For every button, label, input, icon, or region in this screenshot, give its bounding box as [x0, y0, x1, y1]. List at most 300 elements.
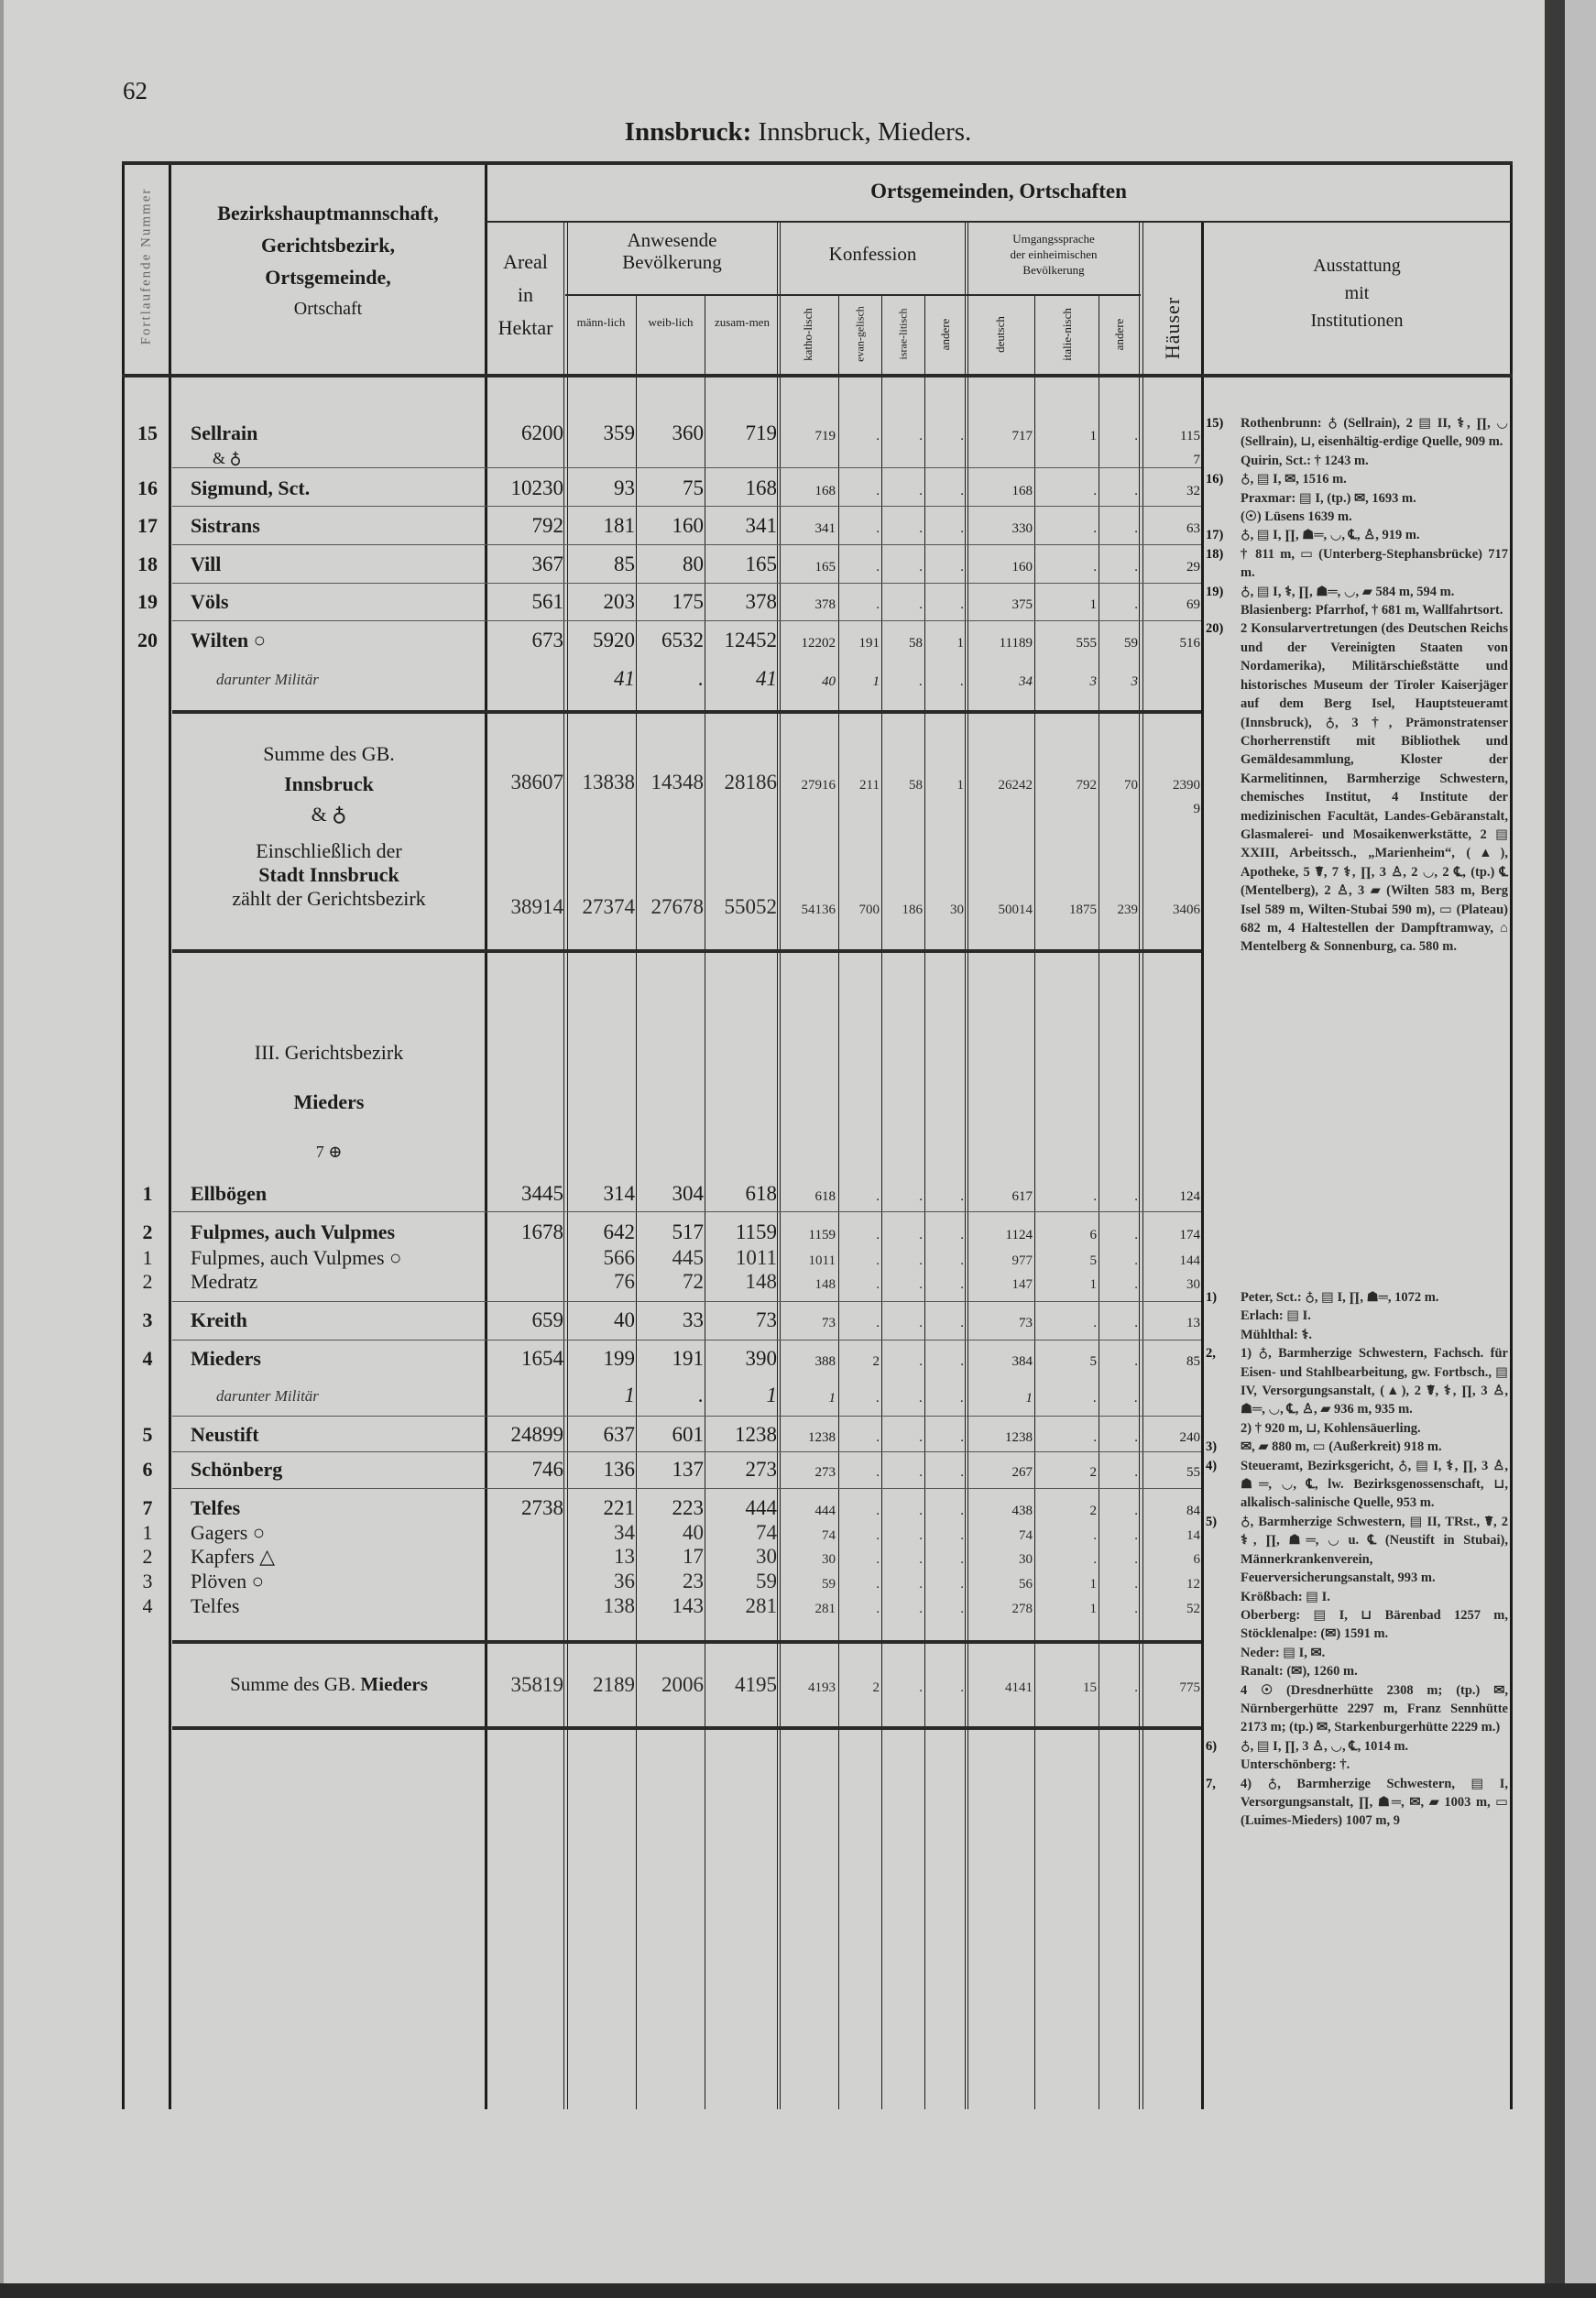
table-rule [1034, 295, 1035, 2109]
header-bottom-rule [122, 374, 1513, 378]
data-cell: 5920 [593, 629, 635, 651]
row-number: 5 [142, 1423, 153, 1446]
data-cell: . [960, 429, 964, 443]
data-cell: 2738 [521, 1496, 563, 1519]
data-cell: 30 [950, 903, 964, 917]
data-cell: 74 [1019, 1528, 1033, 1543]
data-cell: 1159 [808, 1228, 836, 1242]
data-cell: 561 [531, 590, 563, 613]
data-cell: 13838 [582, 771, 635, 793]
sum-line: Innsbruck [284, 772, 374, 795]
data-cell: . [876, 1465, 880, 1480]
data-cell: 1 [766, 1384, 777, 1406]
data-cell: 175 [672, 590, 704, 613]
row-number: 19 [137, 590, 158, 613]
district-name: Mieders [293, 1090, 365, 1113]
data-cell: 211 [859, 778, 880, 793]
data-cell: . [1093, 1189, 1097, 1204]
note-number: 6) [1206, 1738, 1218, 1754]
note-entry [1206, 1775, 1508, 1831]
data-cell: 17 [683, 1545, 704, 1568]
data-cell: 160 [672, 514, 704, 537]
data-cell: . [960, 1228, 964, 1242]
data-cell: . [876, 1253, 880, 1268]
data-cell: . [919, 1680, 923, 1695]
note-entry [1206, 545, 1508, 583]
data-cell: . [1134, 429, 1138, 443]
row-separator [172, 467, 1201, 468]
note-text: 4 ☉ (Dresdnerhütte 2308 m; (tp.) ✉, Nürnbergerhütte 2297 m, Franz Sennhütte 2173 m; (tp.) ✉, Starkenburgerhütte 2229 m.) [1241, 1682, 1508, 1735]
data-cell: 35819 [510, 1673, 563, 1696]
data-cell: . [919, 1528, 923, 1543]
data-cell: 40 [614, 1308, 635, 1331]
row-number: 2 [142, 1270, 153, 1293]
data-cell: 168 [814, 484, 836, 498]
header-top-rule [122, 161, 1513, 165]
data-cell: . [1093, 1552, 1097, 1567]
data-cell: 59 [1124, 636, 1138, 651]
data-cell: 85 [614, 553, 635, 575]
data-cell: 74 [822, 1528, 836, 1543]
note-text: Mühlthal: ⚕. [1241, 1327, 1312, 1342]
data-cell: 555 [1076, 636, 1097, 651]
note-entry [1206, 601, 1508, 619]
row-number: 16 [137, 476, 158, 499]
note-entry [1206, 1344, 1508, 1419]
header-sprache-line: der einheimischen [1010, 247, 1098, 261]
section-separator [172, 1726, 1201, 1730]
row-number: 3 [142, 1308, 153, 1331]
data-cell: 1238 [735, 1423, 777, 1446]
sum-innsbruck-label [174, 739, 484, 829]
data-cell: 1 [957, 778, 964, 793]
note-entry [1206, 452, 1508, 470]
data-cell: 2 [872, 1680, 880, 1695]
data-cell: 1238 [808, 1430, 836, 1445]
row-number: 20 [137, 629, 158, 651]
data-cell: 27916 [801, 778, 836, 793]
header-ausstattung [1202, 252, 1512, 334]
data-cell: . [919, 1316, 923, 1330]
data-cell: . [960, 560, 964, 574]
place-name: darunter Militär [216, 1387, 319, 1405]
data-cell: . [876, 1189, 880, 1204]
data-cell: 12452 [724, 629, 777, 651]
data-cell: . [919, 429, 923, 443]
data-cell: 58 [909, 636, 923, 651]
data-cell: 23 [683, 1570, 704, 1592]
data-cell: 1 [1025, 1391, 1033, 1406]
data-cell: . [876, 560, 880, 574]
data-cell: 168 [1011, 484, 1033, 498]
data-cell: . [1134, 1602, 1138, 1616]
sum-mieders-label [170, 1673, 487, 1696]
data-cell: 384 [1011, 1354, 1033, 1369]
table-rule [565, 294, 1141, 296]
data-cell: 2006 [661, 1673, 704, 1696]
data-cell: 281 [814, 1602, 836, 1616]
data-cell: . [1134, 1577, 1138, 1592]
data-cell: 160 [1011, 560, 1033, 574]
data-cell: . [919, 597, 923, 612]
note-text: Ranalt: (✉), 1260 m. [1241, 1664, 1358, 1680]
header-ausstattung-line: Ausstattung [1313, 256, 1401, 276]
data-cell: . [876, 429, 880, 443]
data-cell: 1654 [521, 1347, 563, 1370]
data-cell: 55 [1186, 1465, 1200, 1480]
data-cell: . [1093, 560, 1097, 574]
table-rule [636, 295, 637, 2109]
data-cell: 70 [1124, 778, 1138, 793]
data-cell: . [960, 1277, 964, 1292]
note-number: 19) [1206, 584, 1224, 599]
data-cell: 1 [1089, 1577, 1097, 1592]
data-cell: 6532 [661, 629, 704, 651]
data-cell: 1678 [521, 1220, 563, 1243]
data-cell: 1 [828, 1391, 836, 1406]
data-cell: . [876, 1602, 880, 1616]
note-entry [1206, 583, 1508, 601]
note-text: 1) ♁, Barmherzige Schwestern, Fachsch. für Eisen- und Stahlbearbeitung, gw. Fortbsch., ▤ IV, Versorgungsanstalt, (▲), 2 ☤, ⚕, ∏, 3 ♙, ☗═, ◡, ℄, ♙, ▰ 936 m, 935 m. [1241, 1346, 1508, 1417]
data-cell: 191 [858, 636, 880, 651]
row-separator [172, 1416, 1201, 1417]
sum-line: & ♁ [311, 803, 347, 826]
note-number: 4) [1206, 1458, 1218, 1473]
data-cell: . [1093, 484, 1097, 498]
note-entry [1206, 1606, 1508, 1644]
data-cell: 516 [1179, 636, 1200, 651]
data-cell: . [1134, 1528, 1138, 1543]
place-name: Vill [191, 553, 222, 575]
place-name: Neustift [191, 1423, 259, 1446]
data-cell: . [960, 1577, 964, 1592]
note-number: 1) [1206, 1290, 1218, 1305]
note-text: 4) ♁, Barmherzige Schwestern, ▤ I, Versorgungsanstalt, ∏, ☗═, ✉, ▰ 1003 m, ▭ (Luimes-Mieders) 1007 m, 9 [1241, 1776, 1508, 1829]
note-number: 17) [1206, 528, 1224, 543]
data-cell: 2390 [1173, 778, 1200, 793]
data-cell: . [919, 1430, 923, 1445]
data-cell: 50014 [998, 903, 1033, 917]
data-cell: 84 [1186, 1504, 1200, 1518]
row-number: 4 [142, 1347, 153, 1370]
header-sprache-line: Bevölkerung [1022, 263, 1085, 277]
data-cell: . [1093, 1316, 1097, 1330]
data-cell: 719 [745, 421, 777, 444]
data-cell: 4193 [808, 1680, 836, 1695]
data-cell: 375 [1011, 597, 1033, 612]
row-separator [172, 544, 1201, 545]
data-cell: . [960, 1316, 964, 1330]
data-cell: . [1134, 1504, 1138, 1518]
data-cell: . [1093, 1391, 1097, 1406]
data-cell: 74 [756, 1521, 777, 1544]
data-cell: 3 [1131, 674, 1138, 689]
note-number: 15) [1206, 416, 1224, 431]
note-entry [1206, 1737, 1508, 1756]
data-cell: . [876, 597, 880, 612]
table-border-right [1510, 163, 1513, 2109]
data-cell: 14348 [650, 771, 704, 793]
header-areal [486, 246, 565, 345]
data-cell: 239 [1117, 903, 1138, 917]
data-cell: 700 [858, 903, 880, 917]
data-cell: . [698, 1384, 704, 1406]
data-cell: 144 [1179, 1253, 1200, 1268]
note-entry [1206, 1419, 1508, 1438]
note-text: Peter, Sct.: ♁, ▤ I, ∏, ☗═, 1072 m. [1241, 1290, 1439, 1305]
data-cell: 1238 [1005, 1430, 1033, 1445]
data-cell: 165 [745, 553, 777, 575]
data-cell: 34 [614, 1521, 635, 1544]
data-cell: 147 [1011, 1277, 1033, 1292]
data-cell: . [919, 1277, 923, 1292]
data-cell: . [1134, 1228, 1138, 1242]
place-name: Plöven ○ [191, 1570, 264, 1592]
data-cell: . [919, 1465, 923, 1480]
data-cell: 63 [1186, 521, 1200, 536]
data-cell: 41 [614, 667, 635, 690]
note-text: 2 Konsularvertretungen (des Deutschen Reichs und der Vereinigten Staaten von Nordamerika), Militärschießstätte und historisches Museum der Tiroler Kaiserjäger auf dem Berg Isel, Hauptsteueramt (Innsbruck), ♁, 3 †, Prämonstratenser Chorherrenstift mit Bibliothek und Gemäldesammlung, Kloster der Karmelitinnen, Barmherzige Schwestern, chemisches Institut, 4 Institute der medizinischen Facultät, Landes-Gebäranstalt, Glasmalerei- und Mosaikenwerkstätte, 2 ▤ XXIII, Arbeitssch., „Marienheim“, (▲), Apotheke, 5 ☤, 7 ⚕, ∏, 3 ♙, 2 ◡, 2 ℄, (tp.) ℄ (Mentelberg), 2 ♙, 3 ▰ (Wilten 583 m, Berg Isel 589 m, Wilten-Stubai 590 m), ▭ (Plateau) 682 m, 4 Haltestellen der Dampftramway, ⌂ Mentelberg & Sonnenburg, ca. 580 m. [1241, 621, 1508, 955]
data-cell: . [1134, 1189, 1138, 1204]
note-number: 16) [1206, 472, 1224, 487]
sum-line: Summe des GB. [230, 1673, 361, 1695]
data-cell: 59 [756, 1570, 777, 1592]
data-cell: . [919, 560, 923, 574]
data-cell: 618 [814, 1189, 836, 1204]
data-cell: . [919, 1504, 923, 1518]
header-israelitisch: israe-litisch [896, 308, 910, 360]
header-maennlich: männ-lich [576, 315, 626, 329]
data-cell: 40 [822, 674, 836, 689]
header-areal-line: Hektar [497, 316, 553, 339]
note-entry [1206, 508, 1508, 526]
data-cell: . [1134, 1354, 1138, 1369]
data-cell: 977 [1011, 1253, 1033, 1268]
data-cell: 367 [531, 553, 563, 575]
row-number: 6 [142, 1458, 153, 1481]
row-number: 2 [142, 1220, 153, 1243]
data-cell: 138 [603, 1594, 635, 1617]
header-name-line: Bezirkshauptmannschaft, [217, 202, 439, 224]
data-cell: 56 [1019, 1577, 1033, 1592]
row-number: 1 [142, 1246, 153, 1269]
note-entry [1206, 1644, 1508, 1662]
header-ortsgemeinden: Ortsgemeinden, Ortschaften [870, 180, 1127, 202]
header-ausstattung-line: Institutionen [1310, 311, 1404, 331]
data-cell: . [919, 674, 923, 689]
data-cell: 58 [909, 778, 923, 793]
data-cell: 59 [822, 1577, 836, 1592]
note-entry [1206, 526, 1508, 544]
header-ausstattung-line: mit [1344, 283, 1370, 303]
data-cell: 304 [672, 1182, 704, 1205]
table-rule [881, 295, 882, 2109]
note-text: (☉) Lüsens 1639 m. [1241, 509, 1352, 525]
data-cell: 1 [1089, 1602, 1097, 1616]
section-separator [172, 949, 1201, 953]
header-katholisch: katho-lisch [801, 308, 814, 361]
row-number: 18 [137, 553, 158, 575]
data-cell: . [876, 1228, 880, 1242]
scan-edge-bottom [0, 2283, 1596, 2298]
row-number: 17 [137, 514, 158, 537]
data-cell: . [919, 484, 923, 498]
sum-line: Mieders [360, 1673, 428, 1695]
data-cell: 186 [902, 903, 923, 917]
data-cell: 6 [1193, 1552, 1200, 1567]
data-cell: 1875 [1069, 903, 1097, 917]
data-cell: 617 [1011, 1189, 1033, 1204]
data-cell: . [960, 1430, 964, 1445]
note-entry [1206, 619, 1508, 956]
data-cell: . [960, 484, 964, 498]
data-cell: 330 [1011, 521, 1033, 536]
data-cell: . [919, 1391, 923, 1406]
place-name: Völs [191, 590, 229, 613]
data-cell: . [960, 1504, 964, 1518]
district-symbol: 7 ⊕ [315, 1143, 343, 1161]
data-cell: 26242 [998, 778, 1033, 793]
data-cell: 1124 [1005, 1228, 1033, 1242]
header-bev-line: Anwesende [627, 229, 717, 251]
data-cell: . [876, 1391, 880, 1406]
data-cell: 267 [1011, 1465, 1033, 1480]
haeuser-sub-value: 9 [1193, 802, 1200, 816]
row-separator [172, 583, 1201, 584]
section-separator [172, 1640, 1201, 1644]
data-cell: . [1134, 484, 1138, 498]
data-cell: . [960, 521, 964, 536]
data-cell: . [960, 1465, 964, 1480]
district-line: III. Gerichtsbezirk [254, 1041, 404, 1064]
place-name: Telfes [191, 1594, 240, 1617]
data-cell: . [960, 1602, 964, 1616]
note-entry [1206, 1513, 1508, 1588]
data-cell: 52 [1186, 1602, 1200, 1616]
header-name-line: Gerichtsbezirk, [260, 234, 396, 257]
row-separator [172, 1211, 1201, 1212]
notes-top [1206, 414, 1508, 957]
note-entry [1206, 1662, 1508, 1680]
data-cell: 2 [1089, 1504, 1097, 1518]
data-cell: 27374 [582, 895, 635, 918]
header-konfession: Konfession [828, 243, 917, 265]
table-rule [486, 221, 1512, 223]
data-cell: 4141 [1005, 1680, 1033, 1695]
data-cell: 124 [1179, 1189, 1200, 1204]
data-cell: 3406 [1173, 903, 1200, 917]
data-cell: 55052 [724, 895, 777, 918]
table-rule [1201, 223, 1204, 2109]
note-text: Unterschönberg: †. [1241, 1757, 1350, 1773]
data-cell: 38914 [510, 895, 563, 918]
data-cell: 148 [745, 1270, 777, 1293]
data-cell: 54136 [801, 903, 836, 917]
note-text: Neder: ▤ I, ✉. [1241, 1645, 1326, 1660]
data-cell: 223 [672, 1496, 704, 1519]
note-number: 2, [1206, 1346, 1216, 1362]
data-cell: 33 [683, 1308, 704, 1331]
row-number: 1 [142, 1521, 153, 1544]
row-number: 1 [142, 1182, 153, 1205]
data-cell: 1 [1089, 1277, 1097, 1292]
note-entry [1206, 1756, 1508, 1774]
data-cell: . [919, 1253, 923, 1268]
data-cell: 1 [957, 636, 964, 651]
data-cell: . [960, 1354, 964, 1369]
data-cell: 792 [1076, 778, 1097, 793]
data-cell: 69 [1186, 597, 1200, 612]
header-italienisch: italie-nisch [1060, 308, 1074, 361]
data-cell: 73 [756, 1308, 777, 1331]
data-cell: 6200 [521, 421, 563, 444]
data-cell: 775 [1179, 1680, 1200, 1695]
data-cell: 378 [814, 597, 836, 612]
place-name: Wilten ○ [191, 629, 266, 651]
note-text: Rothenbrunn: ♁ (Sellrain), 2 ▤ II, ⚕, ∏, ◡ (Sellrain), ⊔, eisenhältig-erdige Quelle, 909 m. [1241, 416, 1508, 450]
place-name: Kreith [191, 1308, 247, 1331]
data-cell: . [919, 1228, 923, 1242]
header-sprache-andere: andere [1112, 318, 1126, 351]
data-cell: 165 [814, 560, 836, 574]
data-cell: 115 [1180, 429, 1200, 443]
header-evangelisch: evan-gelisch [853, 306, 867, 362]
data-cell: . [1134, 560, 1138, 574]
note-text: Krößbach: ▤ I. [1241, 1589, 1330, 1604]
data-cell: . [1134, 1277, 1138, 1292]
data-cell: . [960, 1189, 964, 1204]
data-cell: 203 [603, 590, 635, 613]
page-title-region: Innsbruck: [624, 117, 752, 147]
data-cell: 34 [1019, 674, 1033, 689]
place-name: Telfes [191, 1496, 241, 1519]
data-cell: . [1134, 1391, 1138, 1406]
data-cell: 38607 [510, 771, 563, 793]
data-cell: . [876, 1430, 880, 1445]
data-cell: . [960, 1253, 964, 1268]
district-heading [174, 1028, 484, 1176]
data-cell: 4195 [735, 1673, 777, 1696]
note-text: ♁, ▤ I, ⚕, ∏, ☗═, ◡, ▰ 584 m, 594 m. [1241, 584, 1455, 599]
data-cell: 75 [683, 476, 704, 499]
data-cell: 143 [672, 1594, 704, 1617]
data-cell: . [1093, 1528, 1097, 1543]
data-cell: 29 [1186, 560, 1200, 574]
row-number: 3 [142, 1570, 153, 1592]
header-name-line: Ortschaft [293, 299, 363, 319]
data-cell: 273 [745, 1458, 777, 1481]
note-number: 18) [1206, 546, 1224, 562]
scan-edge-left [0, 0, 4, 2298]
place-name: Ellbögen [191, 1182, 268, 1205]
data-cell: 221 [603, 1496, 635, 1519]
data-cell: 5 [1089, 1253, 1097, 1268]
data-cell: . [960, 597, 964, 612]
data-cell: 1 [1089, 429, 1097, 443]
header-name-column [172, 197, 484, 325]
data-cell: 40 [683, 1521, 704, 1544]
data-cell: 1 [1089, 597, 1097, 612]
data-cell: . [876, 1504, 880, 1518]
note-number: 20) [1206, 621, 1224, 637]
data-cell: . [698, 667, 704, 690]
row-number: 4 [142, 1594, 153, 1617]
note-text: Quirin, Sct.: † 1243 m. [1241, 453, 1369, 468]
header-sprache-line: Umgangssprache [1012, 232, 1095, 246]
data-cell: 1159 [735, 1220, 777, 1243]
data-cell: . [960, 674, 964, 689]
data-cell: 30 [822, 1552, 836, 1567]
